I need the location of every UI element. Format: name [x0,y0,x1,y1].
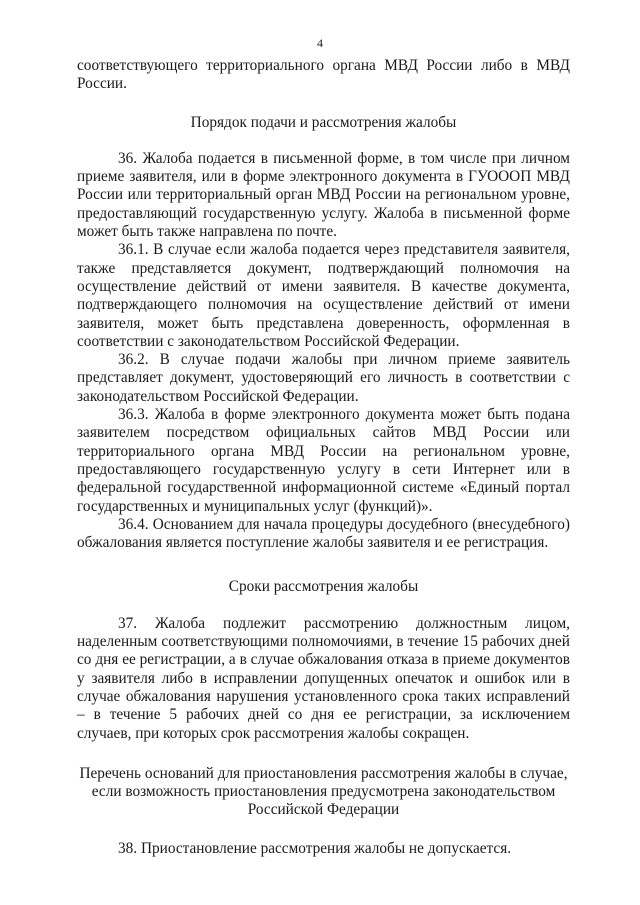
paragraph-37: 37. Жалоба подлежит рассмотрению должностным лицом, наделенным соответствующими полномочиями, в течение 15 рабочих дней со дня ее регистрации, а в случае обжалования отказа в приеме документов у заявителя либо в исправлении допущенных опечаток и ошибок или в случае обжалования нарушения установленного срока таких исправлений – в течение 5 рабочих дней со дня ее регистрации, за исключением случаев, при которых срок рассмотрения жалобы сокращен. [77,614,570,742]
opening-paragraph: соответствующего территориального органа МВД России либо в МВД России. [77,57,570,93]
section-suspension-grounds [77,840,570,858]
paragraph-36-2: 36.2. В случае подачи жалобы при личном приеме заявитель представляет документ, удостоверяющий его личность в соответствии с законодательством Российской Федерации. [77,351,570,405]
section-review-terms [77,615,570,743]
paragraph-36-1: 36.1. В случае если жалоба подается через представителя заявителя, также представляется документ, подтверждающий полномочия на осуществление действий от имени заявителя. В качестве документа, подтверждающего полномочия на осуществление действий от имени заявителя, может быть представлена доверенность, оформленная в соответствии с законодательством Российской Федерации. [77,241,570,350]
section-complaint-procedure [77,150,570,553]
paragraph-38: 38. Приостановление рассмотрения жалобы не допускается. [118,839,512,857]
section-heading-review-terms: Сроки рассмотрения жалобы [228,578,419,596]
section-heading-suspension-grounds [77,765,570,820]
document-body [77,57,570,858]
paragraph-36-3: 36.3. Жалоба в форме электронного документа может быть подана заявителем посредством официальных сайтов МВД России или территориального органа МВД России на региональном уровне, предоставляющего государственную услугу в сети Интернет или в федеральной государственной информационной системе «Единый портал государственных и муниципальных услуг (функций)». [77,406,570,515]
paragraph-36-4: 36.4. Основанием для начала процедуры досудебного (внесудебного) обжалования является поступление жалобы заявителя и ее регистрация. [77,515,570,552]
section-heading-line-3: Российской Федерации [247,801,400,819]
section-heading-complaint-procedure: Порядок подачи и рассмотрения жалобы [190,113,457,131]
page-number: 4 [317,36,323,50]
paragraph-36: 36. Жалоба подается в письменной форме, в том числе при личном приеме заявителя, или в форме электронного документа в ГУОООП МВД России или территориальный орган МВД России на региональном уровне, предоставляющий государственную услугу. Жалоба в письменной форме может быть также направлена по почте. [77,149,570,241]
section-heading-line-2: если возможность приостановления предусмотрена законодательством [91,783,556,801]
section-heading-line-1: Перечень оснований для приостановления рассмотрения жалобы в случае, [79,764,568,782]
